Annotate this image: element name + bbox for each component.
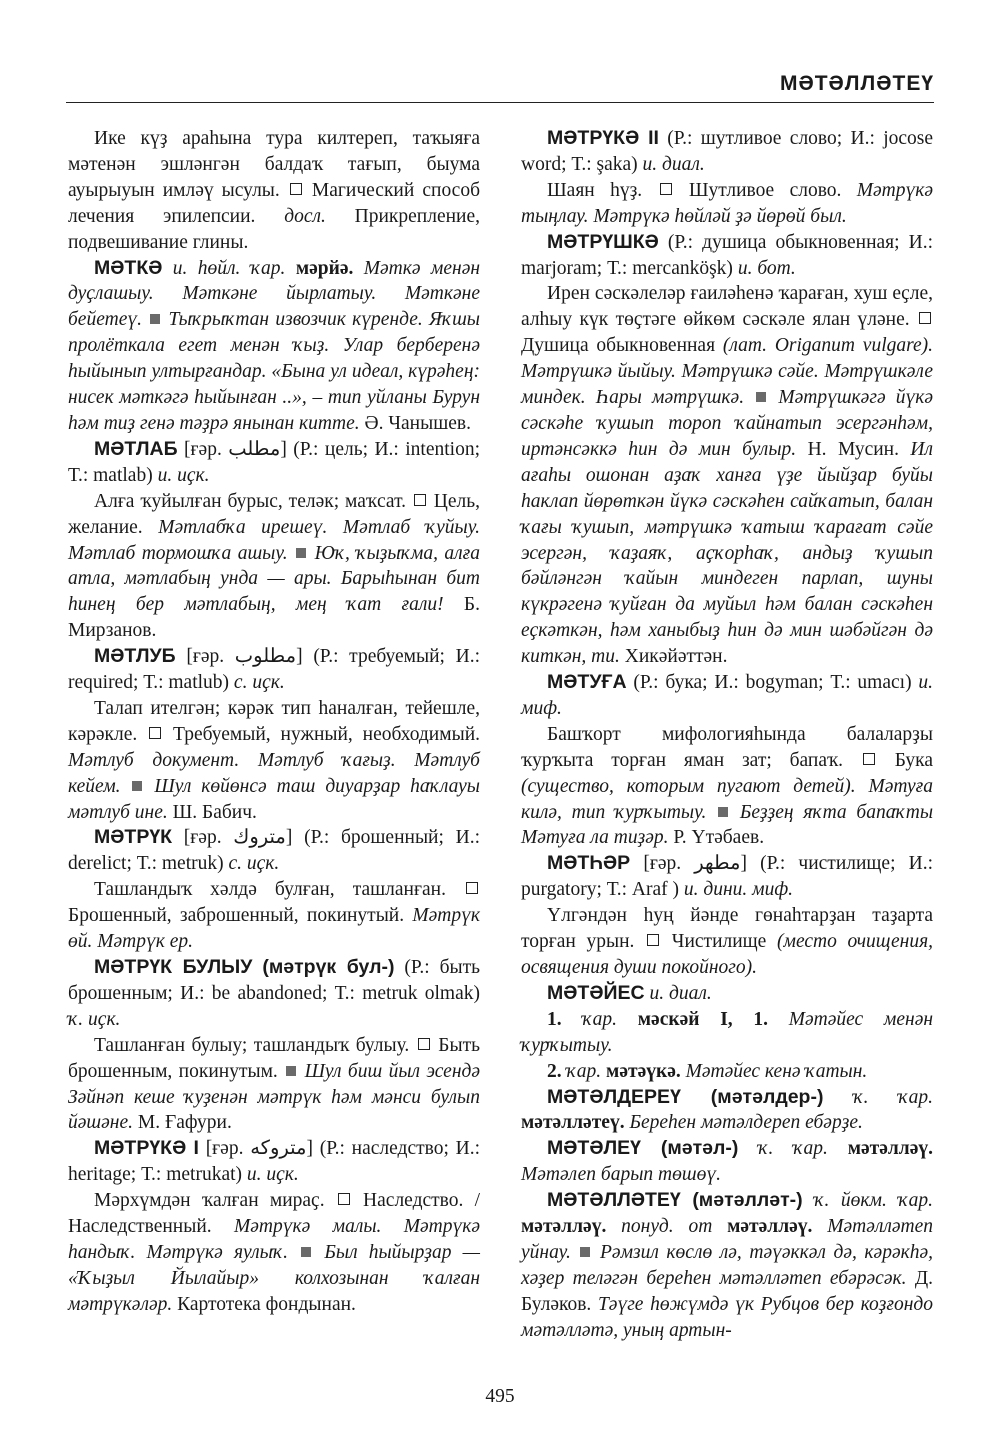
- quotation: Был һыйырҙар — «Ҡыҙыл Йылайыр» колхозынан ҡалған мәтрүкәләр.: [68, 1241, 480, 1315]
- headword: МӘТРҮКӘ II: [547, 127, 659, 149]
- examples: Мәтәйес кенә ҡатын.: [685, 1060, 868, 1082]
- entry-matallateu: [521, 1188, 933, 1343]
- entry-matuga: [521, 670, 933, 722]
- grammar-label: ҡ. йөкм. ҡар.: [814, 1190, 934, 1212]
- verb-stem: (мәтрүк бул-): [262, 956, 395, 978]
- quotation-author: Н. Мусин.: [807, 438, 899, 460]
- definition: Алға ҡуйылған бурыс, теләк; маҡсат.: [94, 490, 407, 512]
- entry-matruk-buluu-body: [68, 1033, 480, 1137]
- examples: Мәтәйес менән ҡурҡытыу.: [521, 1008, 934, 1056]
- etymology: [ғәр. متروك]: [183, 827, 293, 849]
- entry-matuga-body: [521, 722, 933, 852]
- cross-reference: мәскәй I, 1.: [637, 1008, 769, 1030]
- quotation: Шул көйөнсә таш диуарҙар һаҡлауы мәтлуб ине.: [68, 775, 481, 823]
- entry-mataleu: [521, 1136, 933, 1188]
- headword: МӘТЛАБ: [94, 437, 178, 460]
- russian-marker-icon: [338, 1193, 350, 1205]
- definition: Мәрхүмдән ҡалған мираҫ.: [94, 1190, 325, 1212]
- translations: (Р.: требуемый; И.: required; Т.: matlub): [68, 646, 481, 694]
- headword: МӘТӘЛЛӘТЕҮ: [547, 1189, 681, 1212]
- grammar-label: и. миф.: [521, 672, 934, 719]
- entry-matruk: [68, 825, 480, 877]
- examples: Мәтәлләтеп уйнау.: [521, 1216, 934, 1263]
- translations: (Р.: чистилище; И.: purgatory; Т.: Araf ): [521, 853, 934, 901]
- russian-marker-icon: [149, 727, 161, 739]
- quotation: Тыҡрыҡтан извозчик күренде. Яҡшы пролёткала егет менән ҡыҙ. Улар берберенә һыйынып ултырғандар. «Бына ул идеал, күрәһең: нисек мәткәгә һыйынған ..», – тип уйланы Бурун һәм тиҙ генә тәҙрә янынан китте.: [68, 309, 481, 434]
- sense-number: 2.: [547, 1060, 562, 1082]
- quote-marker-icon: [286, 1066, 296, 1076]
- grammar-label: ҡ. ҡар.: [853, 1086, 933, 1108]
- grammar-note: понуд. от: [621, 1216, 713, 1238]
- entry-matrushka-body: [521, 281, 933, 670]
- grammar-label: с. иҫк.: [228, 853, 280, 875]
- left-column: [68, 126, 480, 1318]
- russian-equivalent: Быть брошенным, покинутым.: [68, 1034, 480, 1082]
- russian-equivalent: Брошенный, заброшенный, покинутый.: [68, 905, 405, 927]
- translations: (Р.: бука; И.: bogyman; Т.: umacı): [633, 672, 912, 694]
- russian-equivalent: Душица обыкновенная: [521, 335, 716, 357]
- definition: Талап ителгән; кәрәк тип һаналған, тейешле, кәрәкле.: [68, 697, 480, 745]
- continuation-label: досл.: [284, 205, 326, 227]
- quotation: Мәтрүшкәгә йүкә сәскәһе ҡушып тороп ҡайнатып эсергәнһәм, иртәнсәккә һин дә мин булыр.: [521, 387, 934, 460]
- headword: МӘТҺӘР: [547, 852, 631, 875]
- verb-stem: (мәтәл-): [660, 1137, 739, 1160]
- etymology: [ғәр. مطلوب]: [186, 646, 303, 668]
- examples: Мәтлуб документ. Мәтлуб ҡағыҙ. Мәтлуб кейем.: [68, 749, 480, 797]
- russian-equivalent: Требуемый, нужный, необходимый.: [173, 723, 480, 745]
- cross-reference: мәтәүкә.: [606, 1060, 681, 1082]
- headword: МӘТӘЛЕҮ: [547, 1137, 642, 1160]
- examples: Береһен мәтәлдереп ебәрҙе.: [629, 1112, 863, 1134]
- etymology: [ғәр. مطلب]: [184, 438, 287, 460]
- entry-matruk-body: [68, 877, 480, 955]
- quote-marker-icon: [150, 314, 160, 324]
- definition: Үлгәндән һуң йәнде гөнаһтарҙан таҙарта торған урын.: [521, 905, 933, 953]
- quotation: Рәмзил көслө лә, тәүәккәл дә, кәрәкһә, хәҙер теләгән береһен мәтәлләтеп ебәрәсәк.: [521, 1241, 933, 1289]
- grammar-label: и. диал.: [642, 153, 705, 175]
- entry-mataldereu: [521, 1085, 933, 1137]
- quotation: Ил ағаһы ошонан аҙаҡ ханға үҙе йыйҙар буйы һаклап йөрөткән йүкә сәскәһен сайҡатып, балан ҡағы ҡушып, мәтрүшкә ҡатыш ҡарағат сәйе эсергән, ҡаҙаяҡ, аҫҡорһаҡ, андыҙ ҡушып бәйләнгән ҡайын миндеген парлап, шуны күкрәгенә ҡуйған да муйыл һәм балан сәскәһен еҫкәткән, һәм ханыбыҙ һин дә мин шәбәйгән дә киткән, ти.: [521, 438, 934, 668]
- headword: МӘТРҮК: [94, 826, 173, 849]
- examples: Мәтрүкә малы. Мәтрүкә һандыҡ. Мәтрүкә яулыҡ.: [68, 1216, 481, 1263]
- russian-marker-icon: [418, 1038, 430, 1050]
- russian-equivalent: Чистилище: [671, 931, 767, 953]
- entry-mathar: [521, 851, 933, 903]
- translations: (Р.: шутливое слово; И.: jocose word; Т.: şaka): [521, 128, 934, 175]
- examples: Мәтлабҡа ирешеү. Мәтлаб ҡуйыу. Мәтлаб тормошҡа ашыу.: [68, 516, 480, 564]
- headword: МӘТӘЛДЕРЕҮ: [547, 1085, 681, 1108]
- russian-marker-icon: [414, 494, 426, 506]
- quotation-author: Ш. Бабич.: [172, 801, 257, 823]
- quote-marker-icon: [296, 548, 306, 558]
- entry-mataies: [521, 981, 933, 1007]
- grammar-label: ҡ. иҫк.: [68, 1008, 121, 1030]
- headword: МӘТӘЙЕС: [547, 981, 645, 1004]
- quote-marker-icon: [580, 1247, 590, 1257]
- quote-marker-icon: [301, 1247, 311, 1257]
- translations: (Р.: наследство; И.: heritage; Т.: metrukat): [68, 1138, 480, 1186]
- quotation: Шул биш йыл эсендә Зәйнәп кеше ҡуҙенән мәтрүк һәм мәнси булып йәшәне.: [68, 1060, 481, 1134]
- russian-marker-icon: [919, 312, 931, 324]
- header-rule: [66, 102, 934, 103]
- entry-matrushka: [521, 230, 933, 282]
- etymology: [ғәр. مطهر]: [643, 853, 747, 875]
- cross-reference: мәтәлләтеү.: [521, 1112, 625, 1134]
- entry-matlub-body: [68, 696, 480, 826]
- definition: Шаян һүҙ.: [547, 179, 643, 201]
- russian-marker-icon: [863, 753, 875, 765]
- headword: МӘТКӘ: [94, 256, 163, 279]
- translations: (Р.: брошенный; И.: derelict; Т.: metruk): [68, 827, 480, 875]
- entry-mathar-body: [521, 903, 933, 981]
- cross-reference: мәтәлләү.: [521, 1216, 607, 1238]
- russian-note: (место очищения, освящения души покойного).: [521, 931, 934, 978]
- headword: МӘТУҒА: [547, 671, 627, 694]
- examples: Мәткә менән дуҫлашыу. Мәткәне йырлатыу. Мәткәне бейетеү.: [68, 257, 481, 331]
- entry-matruka-1-body: [68, 1188, 480, 1318]
- grammar-label: и. диал.: [649, 982, 712, 1004]
- russian-marker-icon: [647, 934, 659, 946]
- definition: Ирен сәскәлеләр ғаиләһенә ҡараған, хуш еҫле, алһыу күк төҫтәге өйкөм сәскәле ялан үләне.: [521, 283, 933, 331]
- grammar-label: ҡар.: [582, 1008, 618, 1030]
- russian-marker-icon: [660, 183, 672, 195]
- quotation: Беҙҙең яҡта бапаҡты Мәтуға ла тиҙәр.: [521, 801, 934, 849]
- entry-matlab-body: [68, 489, 480, 644]
- translations: (Р.: быть брошенным; И.: be abandoned; Т.: metruk olmak): [68, 957, 481, 1004]
- continuation-gloss: Прикрепление, подвешивание глины.: [68, 205, 480, 253]
- definition: Ташланған булыу; ташландыҡ булыу.: [94, 1034, 410, 1056]
- cross-reference: мәрйә.: [295, 257, 354, 279]
- quotation-author: Р. Үтәбаев.: [673, 827, 765, 849]
- russian-marker-icon: [290, 183, 302, 195]
- headword: МӘТЛУБ: [94, 645, 176, 668]
- russian-marker-icon: [466, 882, 478, 894]
- examples: Мәтуға килә, тип ҡурҡытыу.: [521, 775, 934, 823]
- entry-matruka-1: [68, 1136, 480, 1188]
- entry-mataies-sense-1: [521, 1007, 933, 1059]
- entry-matlab: [68, 437, 480, 489]
- continuation-text: Ике күҙ араһына тура килтереп, таҡыяға мәтенән эшләнгән балдаҡ тағып, быума ауырыуын имләү ысулы.: [68, 128, 480, 201]
- quotation-author: Ә. Чанышев.: [364, 412, 471, 434]
- grammar-label: и. дини. миф.: [683, 879, 794, 901]
- examples: Мәтрүкә тыңлау. Мәтрүкә һөйләй ҙә йөрөй был.: [521, 179, 934, 227]
- verb-stem: (мәтәлләт-): [692, 1189, 803, 1212]
- sense-number: 1.: [547, 1008, 562, 1030]
- examples: Мәтрүшкә йыйыу. Мәтрүшкә сәйе. Мәтрүшкәле миндек. Һары мәтрүшкә.: [521, 361, 933, 409]
- grammar-label: и. иҫк.: [246, 1164, 299, 1186]
- quotation-author: Хикәйәттән.: [624, 646, 728, 668]
- definition: Башҡорт мифологияһында балаларҙы ҡурҡыта торған яман зат; бапаҡ.: [521, 723, 933, 771]
- grammar-label: и. бот.: [737, 257, 796, 279]
- grammar-label: ҡ. ҡар.: [758, 1138, 828, 1160]
- russian-equivalent: Наследство. / Наследственный.: [68, 1190, 481, 1238]
- entry-matka: [68, 256, 480, 437]
- quotation-author: Д. Буләков.: [521, 1267, 933, 1315]
- quotation: Тәүге һөжүмдә үк Рубцов бер коҙғондо мәтәлләтә, уның артын-: [521, 1293, 933, 1341]
- examples: Мәтәлеп барып төшөү.: [521, 1164, 721, 1186]
- latin-name: (лат. Origanum vulgare).: [722, 335, 933, 357]
- quotation-author: М. Ғафури.: [137, 1112, 232, 1134]
- grammar-label: ҡар.: [566, 1060, 602, 1082]
- continuation-paragraph: [68, 126, 480, 256]
- grammar-label: и. иҫк.: [157, 464, 210, 486]
- examples: Мәтрүк өй. Мәтрүк ер.: [68, 905, 480, 953]
- russian-note: (существо, которым пугают детей).: [521, 775, 856, 797]
- verb-stem: (мәтәлдер-): [710, 1085, 824, 1108]
- translations: (Р.: душица обыкновенная; И.: marjoram; Т.: mercanköşk): [521, 231, 933, 279]
- quotation-author: Картотека фондынан.: [177, 1293, 356, 1315]
- translations: (Р.: цель; И.: intention; Т.: matlab): [68, 438, 480, 486]
- russian-equivalent: Шутливое слово.: [688, 179, 842, 201]
- grammar-label: и. һөйл. ҡар.: [172, 257, 286, 279]
- quotation: Юҡ, ҡыҙыҡма, алға атла, мәтлабың унда — ары. Барыһынан бит һинең бер мәтлабың, мең ҡат ғали!: [68, 542, 480, 616]
- entry-matruka-2: [521, 126, 933, 178]
- definition: Ташландыҡ хәлдә булған, ташланған.: [94, 879, 446, 901]
- entry-matruk-buluu: [68, 955, 480, 1033]
- quote-marker-icon: [756, 392, 766, 402]
- quotation-author: Б. Мирзанов.: [68, 594, 480, 642]
- continuation-russian: Магический способ лечения эпилепсии.: [68, 179, 481, 227]
- right-column: [521, 126, 933, 1344]
- page-number: 495: [485, 1386, 515, 1407]
- entry-matruka-2-body: [521, 178, 933, 230]
- russian-equivalent: Бука: [894, 749, 934, 771]
- etymology: [ғәр. متروكه]: [205, 1138, 313, 1160]
- cross-reference: мәтәлләү.: [727, 1216, 813, 1238]
- cross-reference: мәтәлләү.: [847, 1138, 934, 1160]
- headword: МӘТРҮКӘ I: [94, 1137, 199, 1160]
- headword: МӘТРҮК БУЛЫУ: [94, 956, 253, 978]
- running-head: МӘТӘЛЛӘТЕҮ: [779, 72, 934, 95]
- quote-marker-icon: [718, 807, 728, 817]
- entry-mataies-sense-2: [521, 1059, 933, 1085]
- russian-equivalent: Цель, желание.: [68, 490, 481, 538]
- entry-matlub: [68, 644, 480, 696]
- grammar-label: с. иҫк.: [233, 672, 285, 694]
- quote-marker-icon: [132, 781, 142, 791]
- headword: МӘТРҮШКӘ: [547, 230, 659, 253]
